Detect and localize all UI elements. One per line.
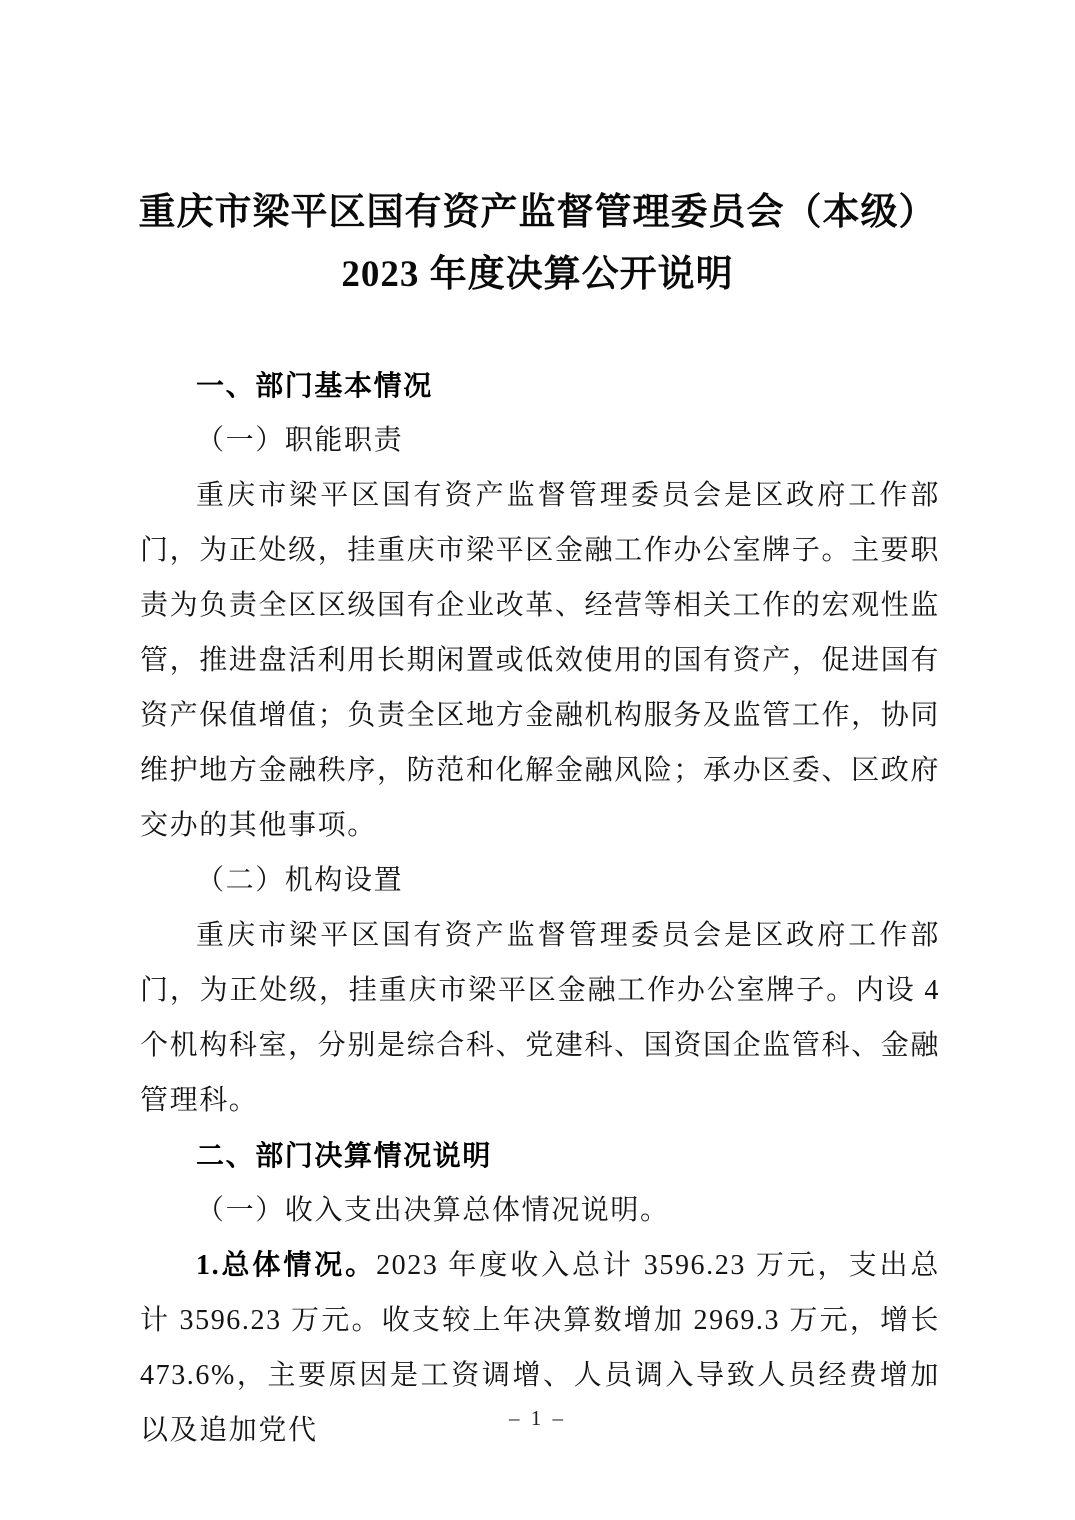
paragraph-overall-text: 2023 年度收入总计 3596.23 万元，支出总计 3596.23 万元。收支较上年决算数增加 2969.3 万元，增长 473.6%，主要原因是工资调增、人员调入导致人员经费增加以及追加党代	[140, 1250, 940, 1446]
subsection-heading-duties: （一）职能职责	[196, 425, 404, 456]
section-heading-basic-info: 一、部门基本情况	[196, 370, 433, 401]
subsection-heading-structure: （二）机构设置	[196, 865, 404, 896]
paragraph-duties: 重庆市梁平区国有资产监督管理委员会是区政府工作部门，为正处级，挂重庆市梁平区金融工作办公室牌子。主要职责为负责全区区级国有企业改革、经营等相关工作的宏观性监管，推进盘活利用长期闲置或低效使用的国有资产，促进国有资产保值增值；负责全区地方金融机构服务及监管工作，协同维护地方金融秩序，防范和化解金融风险；承办区委、区政府交办的其他事项。	[140, 480, 940, 841]
title-line-1: 重庆市梁平区国有资产监督管理委员会（本级）	[138, 192, 937, 233]
paragraph-overall-lead: 1.总体情况。	[196, 1250, 377, 1281]
title-line-2: 2023 年度决算公开说明	[341, 254, 734, 295]
document-body	[140, 358, 940, 1458]
paragraph-structure: 重庆市梁平区国有资产监督管理委员会是区政府工作部门，为正处级，挂重庆市梁平区金融工作办公室牌子。内设 4 个机构科室，分别是综合科、党建科、国资国企监管科、金融管理科。	[140, 920, 940, 1116]
page-number: – 1 –	[509, 1406, 566, 1430]
section-heading-final-accounts: 二、部门决算情况说明	[196, 1140, 493, 1171]
subsection-heading-income-expense: （一）收入支出决算总体情况说明。	[196, 1195, 670, 1226]
document-title	[0, 0, 1075, 306]
